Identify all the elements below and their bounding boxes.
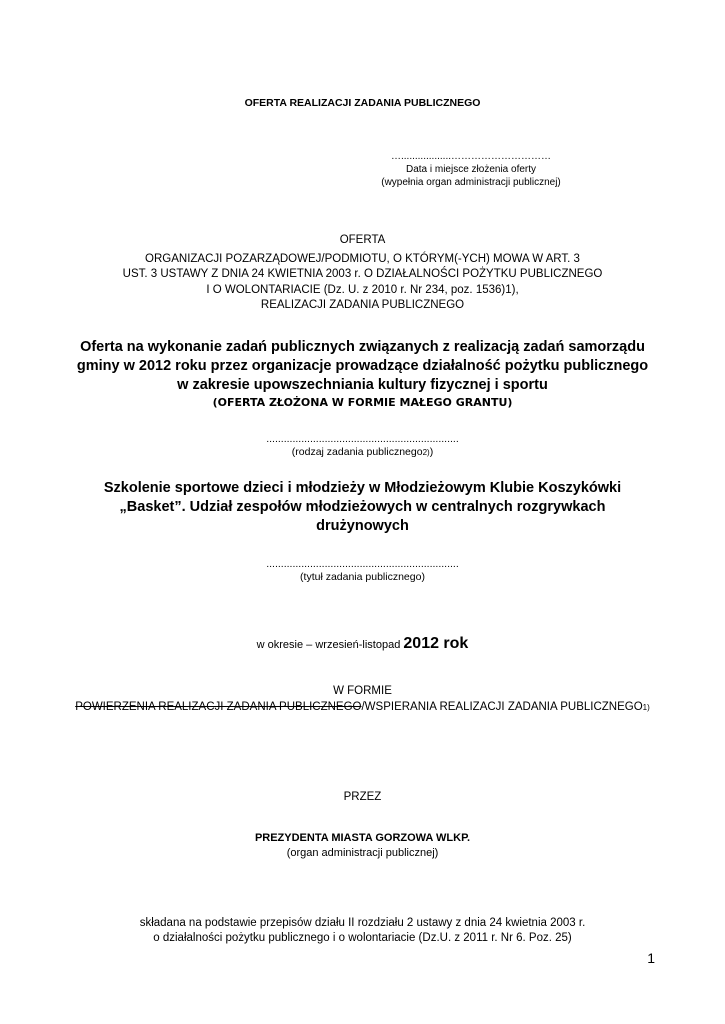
offer-line-2: gminy w 2012 roku przez organizacje prowadzące działalność pożytku publicznego xyxy=(76,358,649,374)
org-heading: OFERTA xyxy=(339,234,386,246)
date-dots: …..................………………………… xyxy=(390,151,551,162)
task-kind-dots: .................................................................. xyxy=(266,433,459,445)
form-heading: W FORMIE xyxy=(333,685,392,697)
authority-block xyxy=(0,831,725,861)
task-kind-text: (rodzaj zadania publicznego xyxy=(291,446,423,458)
legal-basis xyxy=(0,916,725,946)
document-title: OFERTA REALIZACJI ZADANIA PUBLICZNEGO xyxy=(244,97,481,109)
task-kind-close: ) xyxy=(429,446,434,458)
offer-heading xyxy=(0,338,725,411)
form-struck-option: POWIERZENIA REALIZACJI ZADANIA PUBLICZNEGO xyxy=(75,701,362,713)
offer-line-1: Oferta na wykonanie zadań publicznych związanych z realizacją zadań samorządu xyxy=(80,339,645,355)
task-title-block xyxy=(0,479,725,536)
legal-basis-line-2: o działalności pożytku publicznego i o wolontariacie (Dz.U. z 2011 r. Nr 6. Poz. 25) xyxy=(153,932,572,944)
org-line-3: I O WOLONTARIACIE (Dz. U. z 2010 r. Nr 234, poz. 1536)1), xyxy=(206,283,519,296)
task-title-dots: .................................................................. xyxy=(266,558,459,570)
org-line-1: ORGANIZACJI POZARZĄDOWEJ/PODMIOTU, O KTÓRYM(-YCH) MOWA W ART. 3 xyxy=(145,252,580,265)
task-kind-block xyxy=(0,433,725,459)
offer-subtitle: (OFERTA ZŁOŻONA W FORMIE MAŁEGO GRANTU) xyxy=(212,396,513,409)
form-options xyxy=(0,699,725,716)
form-footnote: 1) xyxy=(642,703,650,712)
task-title-line-2: „Basket”. Udział zespołów młodzieżowych w centralnych rozgrywkach xyxy=(119,499,606,515)
date-label: Data i miejsce złożenia oferty xyxy=(405,164,537,175)
przez-label: PRZEZ xyxy=(343,791,382,803)
org-line-4: REALIZACJI ZADANIA PUBLICZNEGO xyxy=(260,299,465,311)
offer-line-3: w zakresie upowszechniania kultury fizycznej i sportu xyxy=(177,377,548,393)
date-place-block xyxy=(355,150,587,189)
authority-note: (organ administracji publicznej) xyxy=(286,847,439,859)
task-title-caption xyxy=(0,558,725,584)
period-line xyxy=(0,635,725,654)
legal-basis-line-1: składana na podstawie przepisów działu II rozdziału 2 ustawy z dnia 24 kwietnia 2003 r. xyxy=(139,917,586,929)
authority-name: PREZYDENTA MIASTA GORZOWA WLKP. xyxy=(254,832,471,844)
form-block xyxy=(0,683,725,716)
task-title-label: (tytuł zadania publicznego) xyxy=(300,571,425,583)
org-line-2: UST. 3 USTAWY Z DNIA 24 KWIETNIA 2003 r. O DZIAŁALNOŚCI POŻYTKU PUBLICZNEGO xyxy=(122,268,603,280)
date-note: (wypełnia organ administracji publicznej) xyxy=(381,177,561,188)
page-number: 1 xyxy=(647,950,655,966)
period-text: w okresie – wrzesień-listopad xyxy=(256,639,401,651)
task-kind-label xyxy=(0,446,725,459)
task-kind-footnote: 2) xyxy=(422,448,430,457)
task-title-line-3: drużynowych xyxy=(316,518,409,534)
form-selected-option: /WSPIERANIA REALIZACJI ZADANIA PUBLICZNEGO xyxy=(361,701,643,713)
period-year: 2012 rok xyxy=(403,635,469,652)
task-title-line-1: Szkolenie sportowe dzieci i młodzieży w Młodzieżowym Klubie Koszykówki xyxy=(103,480,622,496)
organization-block xyxy=(0,233,725,314)
